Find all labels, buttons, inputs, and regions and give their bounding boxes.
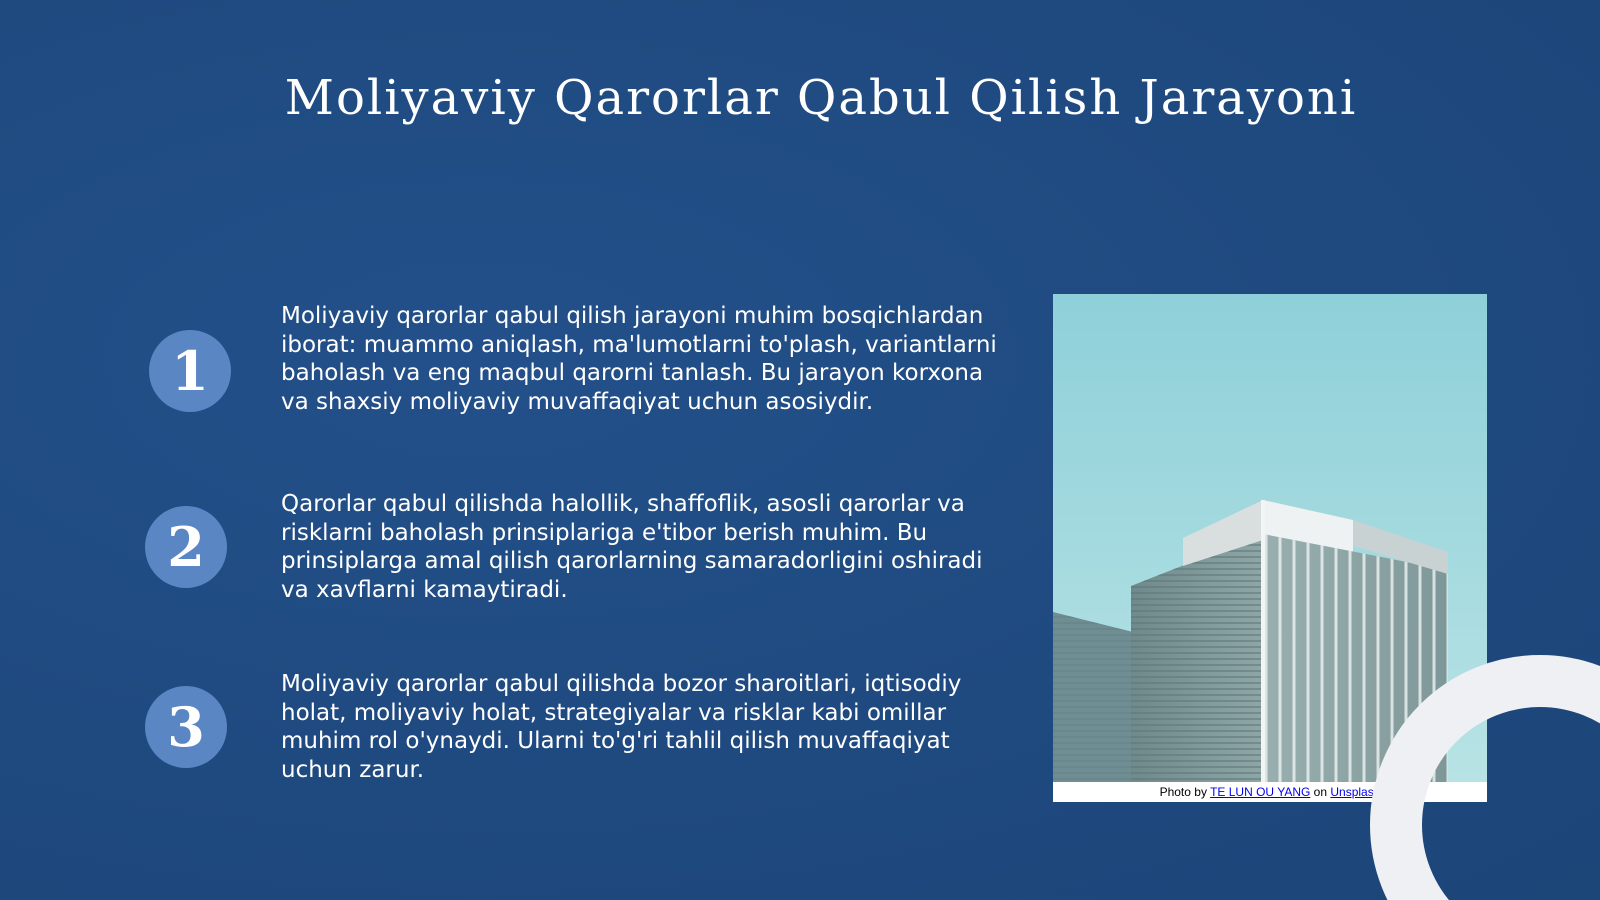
- step-2-number: 2: [167, 515, 205, 579]
- step-2-badge: [145, 506, 227, 588]
- caption-middle: on: [1313, 785, 1328, 799]
- step-3-number: 3: [167, 695, 205, 759]
- step-2-text: Qarorlar qabul qilishda halollik, shaffoflik, asosli qarorlar va risklarni baholash prinsiplariga e'tibor berish muhim. Bu prinsiplarga amal qilish qarorlarning samaradorligini oshiradi va xavflarni kamaytiradi.: [281, 491, 983, 603]
- photo-author-link[interactable]: TE LUN OU YANG: [1210, 785, 1311, 799]
- caption-prefix: Photo by: [1159, 785, 1207, 799]
- step-3-badge: [145, 686, 227, 768]
- step-1-badge: [149, 330, 231, 412]
- slide-title: Moliyaviy Qarorlar Qabul Qilish Jarayoni: [284, 70, 1358, 126]
- step-1-text: Moliyaviy qarorlar qabul qilish jarayoni muhim bosqichlardan iborat: muammo aniqlash, ma'lumotlarni to'plash, variantlarni baholash va eng maqbul qarorni tanlash. Bu jarayon korxona va shaxsiy moliyaviy muvaffaqiyat uchun asosiydir.: [281, 303, 997, 415]
- step-3-text: Moliyaviy qarorlar qabul qilishda bozor sharoitlari, iqtisodiy holat, moliyaviy holat, strategiyalar va risklar kabi omillar muhim rol o'ynaydi. Ularni to'g'ri tahlil qilish muvaffaqiyat uchun zarur.: [281, 671, 962, 783]
- photo-source-link[interactable]: Unsplash: [1330, 785, 1381, 799]
- step-1-number: 1: [171, 339, 209, 403]
